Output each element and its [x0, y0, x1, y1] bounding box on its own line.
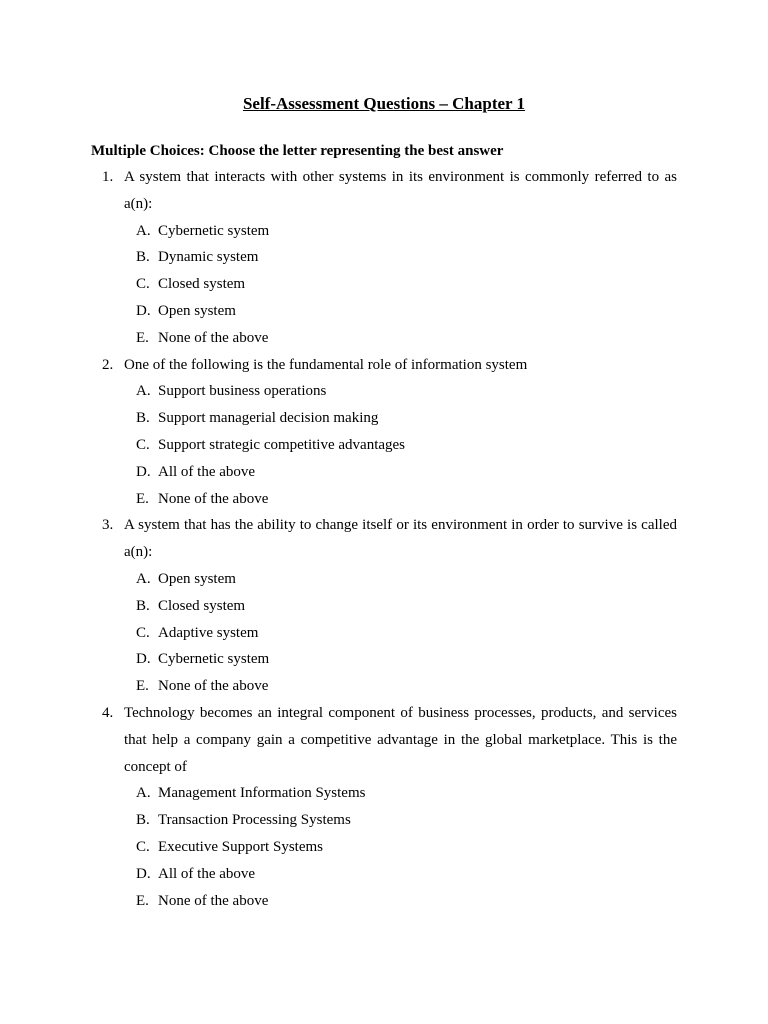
option-list [91, 566, 677, 700]
question-text: A system that interacts with other systems in its environment is commonly referred to as a(n): [124, 169, 677, 212]
option-text: None of the above [158, 892, 269, 909]
option-item [91, 888, 677, 915]
option-text: Open system [158, 570, 236, 587]
option-item [91, 271, 677, 298]
option-list [91, 378, 677, 512]
option-letter: E. [136, 678, 149, 695]
option-letter: E. [136, 892, 149, 909]
option-item [91, 807, 677, 834]
question-text: A system that has the ability to change itself or its environment in order to survive is called a(n): [124, 517, 677, 561]
option-text: Support managerial decision making [158, 410, 379, 427]
option-text: None of the above [158, 329, 269, 346]
option-letter: D. [136, 463, 151, 480]
option-text: Management Information Systems [158, 785, 366, 802]
option-text: Cybernetic system [158, 651, 270, 668]
option-letter: E. [136, 490, 149, 507]
question-list [91, 164, 677, 914]
option-text: Transaction Processing Systems [158, 812, 351, 829]
option-list [91, 218, 677, 352]
option-item [91, 325, 677, 352]
page-title: Self-Assessment Questions – Chapter 1 [242, 94, 526, 113]
question-4 [91, 700, 677, 914]
question-stem [91, 164, 677, 218]
question-text: One of the following is the fundamental role of information system [124, 356, 528, 373]
option-item [91, 459, 677, 486]
option-item [91, 244, 677, 271]
option-item [91, 566, 677, 593]
option-letter: D. [136, 302, 151, 319]
option-letter: A. [136, 785, 151, 802]
option-letter: D. [136, 865, 151, 882]
option-text: Closed system [158, 276, 246, 293]
option-text: Adaptive system [158, 624, 259, 641]
question-number: 1. [102, 169, 114, 185]
question-stem [91, 512, 677, 566]
option-letter: C. [136, 436, 150, 453]
option-letter: A. [136, 222, 151, 239]
option-text: Cybernetic system [158, 222, 270, 239]
option-list [91, 780, 677, 914]
option-letter: C. [136, 624, 150, 641]
question-2 [91, 352, 677, 513]
option-text: None of the above [158, 678, 269, 695]
option-item [91, 218, 677, 245]
option-text: Open system [158, 302, 236, 319]
option-text: All of the above [158, 463, 256, 480]
option-item [91, 620, 677, 647]
option-letter: A. [136, 383, 151, 400]
question-3 [91, 512, 677, 700]
option-letter: D. [136, 651, 151, 668]
option-letter: B. [136, 812, 150, 829]
option-item [91, 378, 677, 405]
option-letter: E. [136, 329, 149, 346]
question-stem [91, 700, 677, 780]
option-item [91, 405, 677, 432]
option-item [91, 486, 677, 513]
option-item [91, 834, 677, 861]
option-text: Dynamic system [158, 249, 259, 266]
option-item [91, 861, 677, 888]
option-letter: A. [136, 570, 151, 587]
option-text: Executive Support Systems [158, 838, 323, 855]
option-text: Support business operations [158, 383, 327, 400]
option-letter: C. [136, 838, 150, 855]
option-item [91, 432, 677, 459]
option-item [91, 780, 677, 807]
question-text: Technology becomes an integral component of business processes, products, and services that help a company gain a competitive advantage in the global marketplace. This is the concept of [124, 704, 677, 775]
option-letter: B. [136, 597, 150, 614]
option-letter: C. [136, 276, 150, 293]
option-text: Closed system [158, 597, 246, 614]
question-number: 4. [102, 704, 114, 721]
question-number: 2. [102, 356, 114, 373]
option-item [91, 593, 677, 620]
option-item [91, 646, 677, 673]
option-item [91, 673, 677, 700]
option-letter: B. [136, 249, 150, 266]
instructions-heading: Multiple Choices: Choose the letter representing the best answer [91, 143, 504, 159]
question-number: 3. [102, 517, 114, 534]
option-item [91, 298, 677, 325]
option-text: Support strategic competitive advantages [158, 436, 406, 453]
option-letter: B. [136, 410, 150, 427]
question-1 [91, 164, 677, 352]
option-text: All of the above [158, 865, 256, 882]
question-stem [91, 352, 677, 379]
option-text: None of the above [158, 490, 269, 507]
